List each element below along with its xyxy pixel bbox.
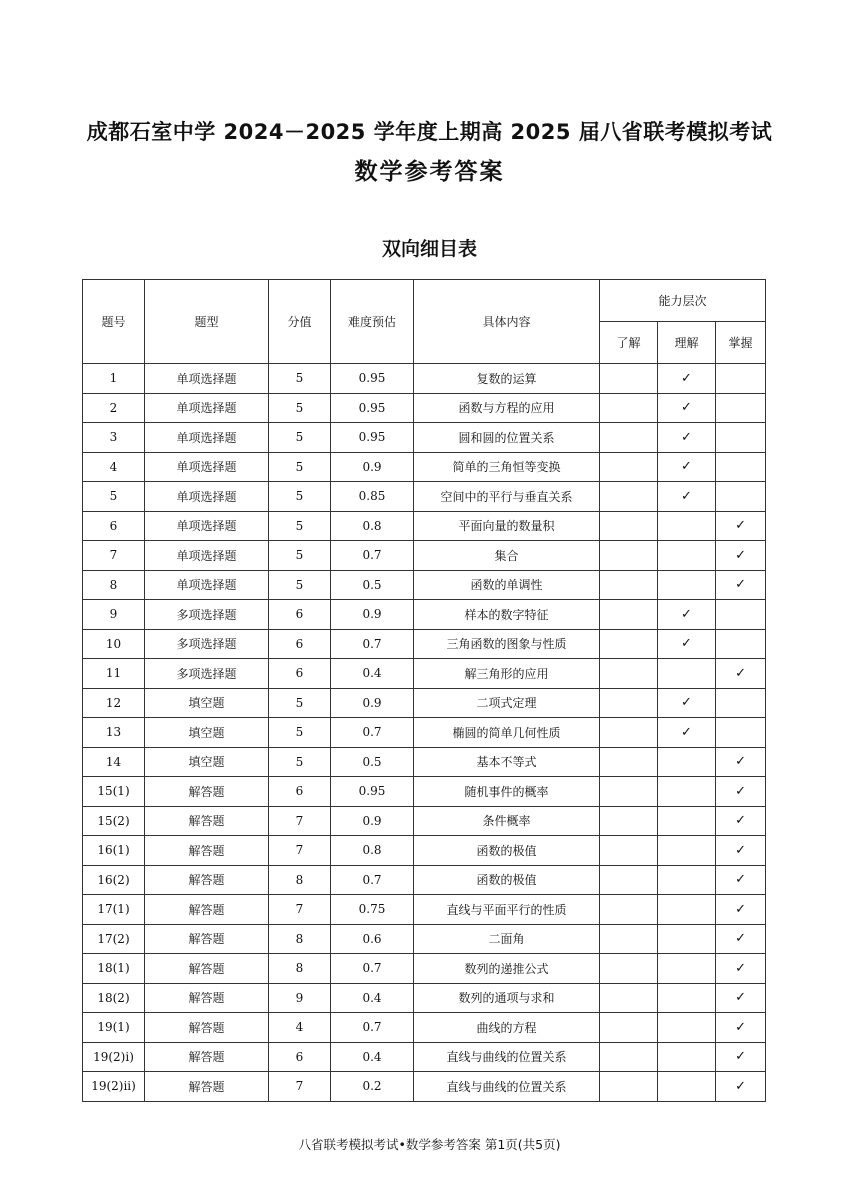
check-icon: ✓ [735,754,746,770]
cell-master [716,865,766,895]
cell-num: 10 [83,629,145,659]
cell-difficulty: 0.7 [331,1013,414,1043]
cell-understand [658,600,716,630]
table-row [83,423,766,453]
check-icon: ✓ [681,370,692,386]
cell-score: 5 [269,482,331,512]
cell-num: 18(2) [83,983,145,1013]
cell-master [716,836,766,866]
cell-difficulty: 0.7 [331,629,414,659]
cell-score: 5 [269,718,331,748]
cell-master [716,423,766,453]
cell-num: 3 [83,423,145,453]
cell-type: 单项选择题 [145,393,269,423]
table-row [83,629,766,659]
cell-score: 6 [269,777,331,807]
cell-master [716,541,766,571]
cell-content: 椭圆的简单几何性质 [414,718,600,748]
cell-type: 单项选择题 [145,541,269,571]
cell-score: 6 [269,1042,331,1072]
cell-master [716,954,766,984]
table-row [83,570,766,600]
cell-score: 5 [269,393,331,423]
cell-understand [658,423,716,453]
cell-understand [658,688,716,718]
cell-content: 基本不等式 [414,747,600,777]
cell-score: 5 [269,364,331,394]
cell-num: 17(1) [83,895,145,925]
cell-know [600,836,658,866]
table-row [83,836,766,866]
cell-understand [658,924,716,954]
cell-content: 圆和圆的位置关系 [414,423,600,453]
cell-score: 8 [269,924,331,954]
cell-content: 简单的三角恒等变换 [414,452,600,482]
cell-understand [658,895,716,925]
cell-num: 9 [83,600,145,630]
cell-difficulty: 0.9 [331,600,414,630]
cell-master [716,747,766,777]
header-ability: 能力层次 [600,280,766,322]
cell-master [716,718,766,748]
cell-know [600,659,658,689]
check-icon: ✓ [681,724,692,740]
check-icon: ✓ [735,1019,746,1035]
cell-num: 1 [83,364,145,394]
cell-understand [658,806,716,836]
cell-understand [658,482,716,512]
table-row [83,541,766,571]
cell-num: 16(1) [83,836,145,866]
cell-understand [658,659,716,689]
cell-understand [658,452,716,482]
check-icon: ✓ [681,459,692,475]
cell-know [600,718,658,748]
cell-content: 数列的递推公式 [414,954,600,984]
cell-content: 数列的通项与求和 [414,983,600,1013]
cell-difficulty: 0.7 [331,865,414,895]
check-icon: ✓ [681,695,692,711]
check-icon: ✓ [681,400,692,416]
cell-num: 7 [83,541,145,571]
check-icon: ✓ [735,813,746,829]
cell-content: 集合 [414,541,600,571]
cell-know [600,1042,658,1072]
cell-master [716,806,766,836]
header-content: 具体内容 [414,280,600,364]
table-body [83,364,766,1102]
table-row [83,688,766,718]
cell-type: 解答题 [145,836,269,866]
check-icon: ✓ [735,783,746,799]
table-row [83,777,766,807]
cell-know [600,511,658,541]
cell-num: 13 [83,718,145,748]
document-subtitle: 数学参考答案 [354,159,505,185]
cell-content: 函数的单调性 [414,570,600,600]
cell-content: 解三角形的应用 [414,659,600,689]
cell-type: 解答题 [145,1013,269,1043]
specification-table [82,279,766,1102]
cell-type: 解答题 [145,983,269,1013]
cell-type: 单项选择题 [145,482,269,512]
cell-difficulty: 0.8 [331,511,414,541]
cell-type: 多项选择题 [145,659,269,689]
cell-content: 样本的数字特征 [414,600,600,630]
cell-content: 空间中的平行与垂直关系 [414,482,600,512]
cell-score: 7 [269,895,331,925]
cell-num: 18(1) [83,954,145,984]
header-difficulty: 难度预估 [331,280,414,364]
cell-know [600,865,658,895]
cell-num: 16(2) [83,865,145,895]
cell-num: 2 [83,393,145,423]
cell-know [600,895,658,925]
cell-know [600,482,658,512]
cell-score: 6 [269,629,331,659]
cell-understand [658,1072,716,1102]
cell-difficulty: 0.4 [331,659,414,689]
cell-content: 三角函数的图象与性质 [414,629,600,659]
cell-num: 14 [83,747,145,777]
cell-score: 9 [269,983,331,1013]
cell-master [716,452,766,482]
cell-understand [658,393,716,423]
cell-understand [658,983,716,1013]
cell-know [600,954,658,984]
cell-content: 函数的极值 [414,865,600,895]
cell-num: 5 [83,482,145,512]
table-row [83,806,766,836]
table-row [83,482,766,512]
cell-num: 17(2) [83,924,145,954]
table-row [83,1042,766,1072]
cell-score: 7 [269,1072,331,1102]
cell-understand [658,1013,716,1043]
cell-master [716,482,766,512]
table-header [83,280,766,364]
cell-know [600,688,658,718]
cell-num: 15(2) [83,806,145,836]
cell-score: 8 [269,865,331,895]
cell-difficulty: 0.95 [331,393,414,423]
header-score: 分值 [269,280,331,364]
cell-understand [658,541,716,571]
cell-know [600,1072,658,1102]
check-icon: ✓ [681,488,692,504]
cell-score: 4 [269,1013,331,1043]
cell-content: 函数的极值 [414,836,600,866]
cell-know [600,806,658,836]
check-icon: ✓ [681,606,692,622]
cell-understand [658,954,716,984]
cell-know [600,364,658,394]
cell-content: 复数的运算 [414,364,600,394]
cell-master [716,1072,766,1102]
cell-type: 填空题 [145,688,269,718]
cell-understand [658,836,716,866]
cell-num: 8 [83,570,145,600]
cell-content: 随机事件的概率 [414,777,600,807]
cell-type: 单项选择题 [145,570,269,600]
document-title: 成都石室中学 2024－2025 学年度上期高 2025 届八省联考模拟考试 [86,120,773,144]
cell-difficulty: 0.6 [331,924,414,954]
cell-type: 解答题 [145,777,269,807]
cell-score: 5 [269,541,331,571]
cell-know [600,452,658,482]
cell-know [600,629,658,659]
cell-content: 直线与曲线的位置关系 [414,1072,600,1102]
header-know: 了解 [600,322,658,364]
cell-master [716,570,766,600]
cell-understand [658,629,716,659]
check-icon: ✓ [735,901,746,917]
cell-master [716,777,766,807]
cell-score: 5 [269,423,331,453]
cell-master [716,1013,766,1043]
table-row [83,718,766,748]
cell-difficulty: 0.9 [331,688,414,718]
cell-type: 解答题 [145,1042,269,1072]
cell-difficulty: 0.95 [331,364,414,394]
cell-score: 5 [269,688,331,718]
cell-difficulty: 0.95 [331,423,414,453]
cell-understand [658,364,716,394]
check-icon: ✓ [735,1078,746,1094]
cell-type: 多项选择题 [145,629,269,659]
cell-score: 5 [269,452,331,482]
cell-content: 函数与方程的应用 [414,393,600,423]
table-row [83,747,766,777]
table-row [83,393,766,423]
cell-content: 曲线的方程 [414,1013,600,1043]
cell-difficulty: 0.95 [331,777,414,807]
cell-num: 19(2)i) [83,1042,145,1072]
cell-type: 解答题 [145,924,269,954]
cell-understand [658,511,716,541]
table-row [83,983,766,1013]
check-icon: ✓ [735,872,746,888]
cell-num: 6 [83,511,145,541]
page-footer: 八省联考模拟考试•数学参考答案 第1页(共5页) [298,1137,561,1152]
cell-difficulty: 0.5 [331,747,414,777]
cell-difficulty: 0.7 [331,718,414,748]
table-row [83,511,766,541]
cell-understand [658,1042,716,1072]
cell-master [716,629,766,659]
cell-understand [658,718,716,748]
cell-difficulty: 0.5 [331,570,414,600]
cell-understand [658,570,716,600]
cell-score: 8 [269,954,331,984]
table-row [83,452,766,482]
table-row [83,1072,766,1102]
cell-master [716,895,766,925]
cell-content: 直线与平面平行的性质 [414,895,600,925]
cell-content: 二项式定理 [414,688,600,718]
cell-understand [658,747,716,777]
table-row [83,865,766,895]
cell-score: 7 [269,806,331,836]
cell-master [716,600,766,630]
table-row [83,954,766,984]
check-icon: ✓ [735,577,746,593]
table-row [83,600,766,630]
cell-type: 解答题 [145,806,269,836]
cell-know [600,747,658,777]
cell-difficulty: 0.7 [331,954,414,984]
cell-difficulty: 0.7 [331,541,414,571]
cell-type: 解答题 [145,895,269,925]
section-title: 双向细目表 [381,238,477,260]
table-row [83,924,766,954]
table-row [83,1013,766,1043]
cell-type: 解答题 [145,1072,269,1102]
cell-master [716,688,766,718]
cell-difficulty: 0.2 [331,1072,414,1102]
cell-type: 解答题 [145,865,269,895]
cell-score: 5 [269,570,331,600]
cell-score: 7 [269,836,331,866]
cell-difficulty: 0.75 [331,895,414,925]
cell-num: 12 [83,688,145,718]
cell-num: 11 [83,659,145,689]
cell-num: 15(1) [83,777,145,807]
cell-content: 平面向量的数量积 [414,511,600,541]
check-icon: ✓ [735,547,746,563]
cell-understand [658,865,716,895]
table-row [83,364,766,394]
cell-score: 5 [269,511,331,541]
cell-num: 19(2)ii) [83,1072,145,1102]
cell-num: 19(1) [83,1013,145,1043]
cell-difficulty: 0.4 [331,983,414,1013]
cell-type: 填空题 [145,718,269,748]
check-icon: ✓ [735,842,746,858]
cell-type: 单项选择题 [145,423,269,453]
check-icon: ✓ [735,990,746,1006]
cell-know [600,393,658,423]
cell-score: 6 [269,659,331,689]
check-icon: ✓ [735,518,746,534]
check-icon: ✓ [681,429,692,445]
cell-score: 5 [269,747,331,777]
cell-type: 单项选择题 [145,511,269,541]
cell-num: 4 [83,452,145,482]
cell-type: 单项选择题 [145,452,269,482]
cell-master [716,393,766,423]
cell-difficulty: 0.85 [331,482,414,512]
check-icon: ✓ [735,960,746,976]
cell-master [716,511,766,541]
cell-type: 多项选择题 [145,600,269,630]
cell-score: 6 [269,600,331,630]
cell-know [600,600,658,630]
cell-content: 直线与曲线的位置关系 [414,1042,600,1072]
cell-difficulty: 0.9 [331,452,414,482]
table-row [83,659,766,689]
header-understand: 理解 [658,322,716,364]
header-master: 掌握 [716,322,766,364]
cell-master [716,983,766,1013]
header-type: 题型 [145,280,269,364]
cell-master [716,659,766,689]
cell-master [716,364,766,394]
cell-type: 解答题 [145,954,269,984]
check-icon: ✓ [681,636,692,652]
cell-difficulty: 0.8 [331,836,414,866]
header-num: 题号 [83,280,145,364]
cell-content: 条件概率 [414,806,600,836]
cell-difficulty: 0.4 [331,1042,414,1072]
cell-understand [658,777,716,807]
cell-know [600,924,658,954]
cell-type: 填空题 [145,747,269,777]
cell-content: 二面角 [414,924,600,954]
cell-master [716,924,766,954]
cell-know [600,777,658,807]
cell-know [600,983,658,1013]
cell-know [600,423,658,453]
cell-know [600,1013,658,1043]
check-icon: ✓ [735,665,746,681]
check-icon: ✓ [735,931,746,947]
cell-difficulty: 0.9 [331,806,414,836]
cell-know [600,570,658,600]
cell-know [600,541,658,571]
check-icon: ✓ [735,1049,746,1065]
cell-type: 单项选择题 [145,364,269,394]
table-row [83,895,766,925]
cell-master [716,1042,766,1072]
